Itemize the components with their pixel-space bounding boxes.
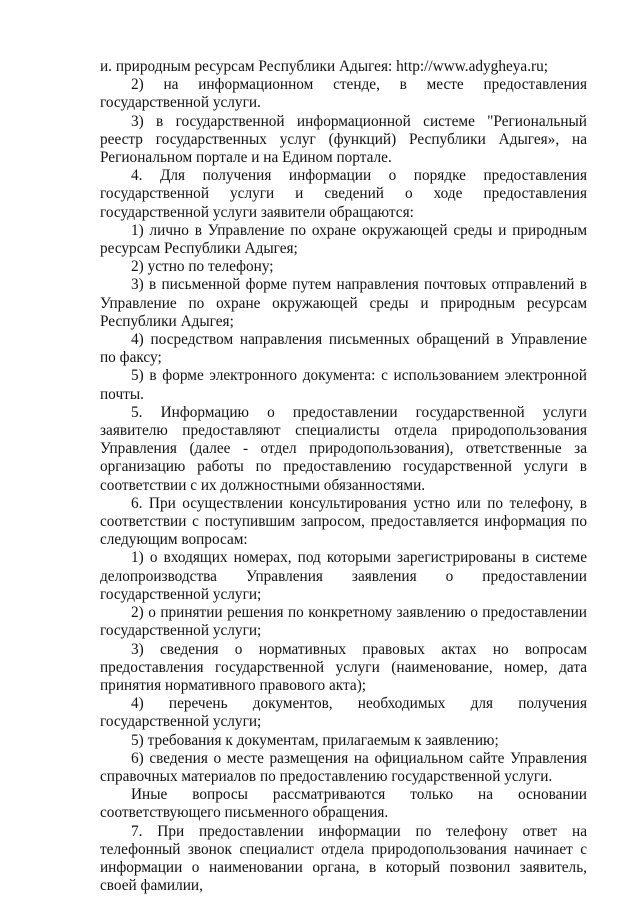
paragraph: 1) лично в Управление по охране окружающей среды и природным ресурсам Республики Адыгея; bbox=[100, 221, 587, 258]
document-body bbox=[100, 58, 587, 895]
paragraph: 7. При предоставлении информации по телефону ответ на телефонный звонок специалист отдела природопользования начинает с информации о наименовании органа, в который позвонил заявитель, своей фамилии, bbox=[100, 822, 587, 895]
paragraph: 6) сведения о месте размещения на официальном сайте Управления справочных материалов по предоставлению государственной услуги. bbox=[100, 749, 587, 785]
paragraph: 4) посредством направления письменных обращений в Управление по факсу; bbox=[100, 331, 587, 367]
paragraph: 3) в государственной информационной системе "Региональный реестр государственных услуг (функций) Республики Адыгея», на Региональном портале и на Едином портале. bbox=[100, 112, 587, 167]
paragraph: 1) о входящих номерах, под которыми зарегистрированы в системе делопроизводства Управления заявления о предоставлении государственной услуги; bbox=[100, 549, 587, 603]
paragraph: 2) о принятии решения по конкретному заявлению о предоставлении государственной услуги; bbox=[100, 604, 587, 640]
paragraph: Иные вопросы рассматриваются только на основании соответствующего письменного обращения. bbox=[100, 786, 587, 822]
paragraph: 4) перечень документов, необходимых для получения государственной услуги; bbox=[100, 695, 587, 731]
paragraph: 5. Информацию о предоставлении государственной услуги заявителю предоставляют специалисты отдела природопользования Управления (далее - отдел природопользования), ответственные за организацию работы по предоставлению государственной услуги в соответствии с их должностными обязанностями. bbox=[100, 403, 587, 494]
paragraph: 4. Для получения информации о порядке предоставления государственной услуги и сведений о ходе предоставления государственной услуги заявители обращаются: bbox=[100, 167, 587, 221]
paragraph: 5) в форме электронного документа: с использованием электронной почты. bbox=[100, 367, 587, 403]
paragraph: 2) устно по телефону; bbox=[131, 258, 274, 276]
paragraph: 5) требования к документам, прилагаемым к заявлению; bbox=[131, 731, 499, 749]
paragraph: 2) на информационном стенде, в месте предоставления государственной услуги. bbox=[100, 76, 587, 112]
paragraph: и. природным ресурсам Республики Адыгея: http://www.adygheya.ru; bbox=[100, 58, 549, 75]
paragraph: 3) сведения о нормативных правовых актах но вопросам предоставления государственной услуги (наименование, номер, дата принятия нормативного правового акта); bbox=[100, 640, 587, 694]
paragraph: 3) в письменной форме путем направления почтовых отправлений в Управление по охране окружающей среды и природным ресурсам Республики Адыгея; bbox=[100, 276, 587, 330]
paragraph: 6. При осуществлении консультирования устно или по телефону, в соответствии с поступившим запросом, предоставляется информация по следующим вопросам: bbox=[100, 494, 587, 549]
